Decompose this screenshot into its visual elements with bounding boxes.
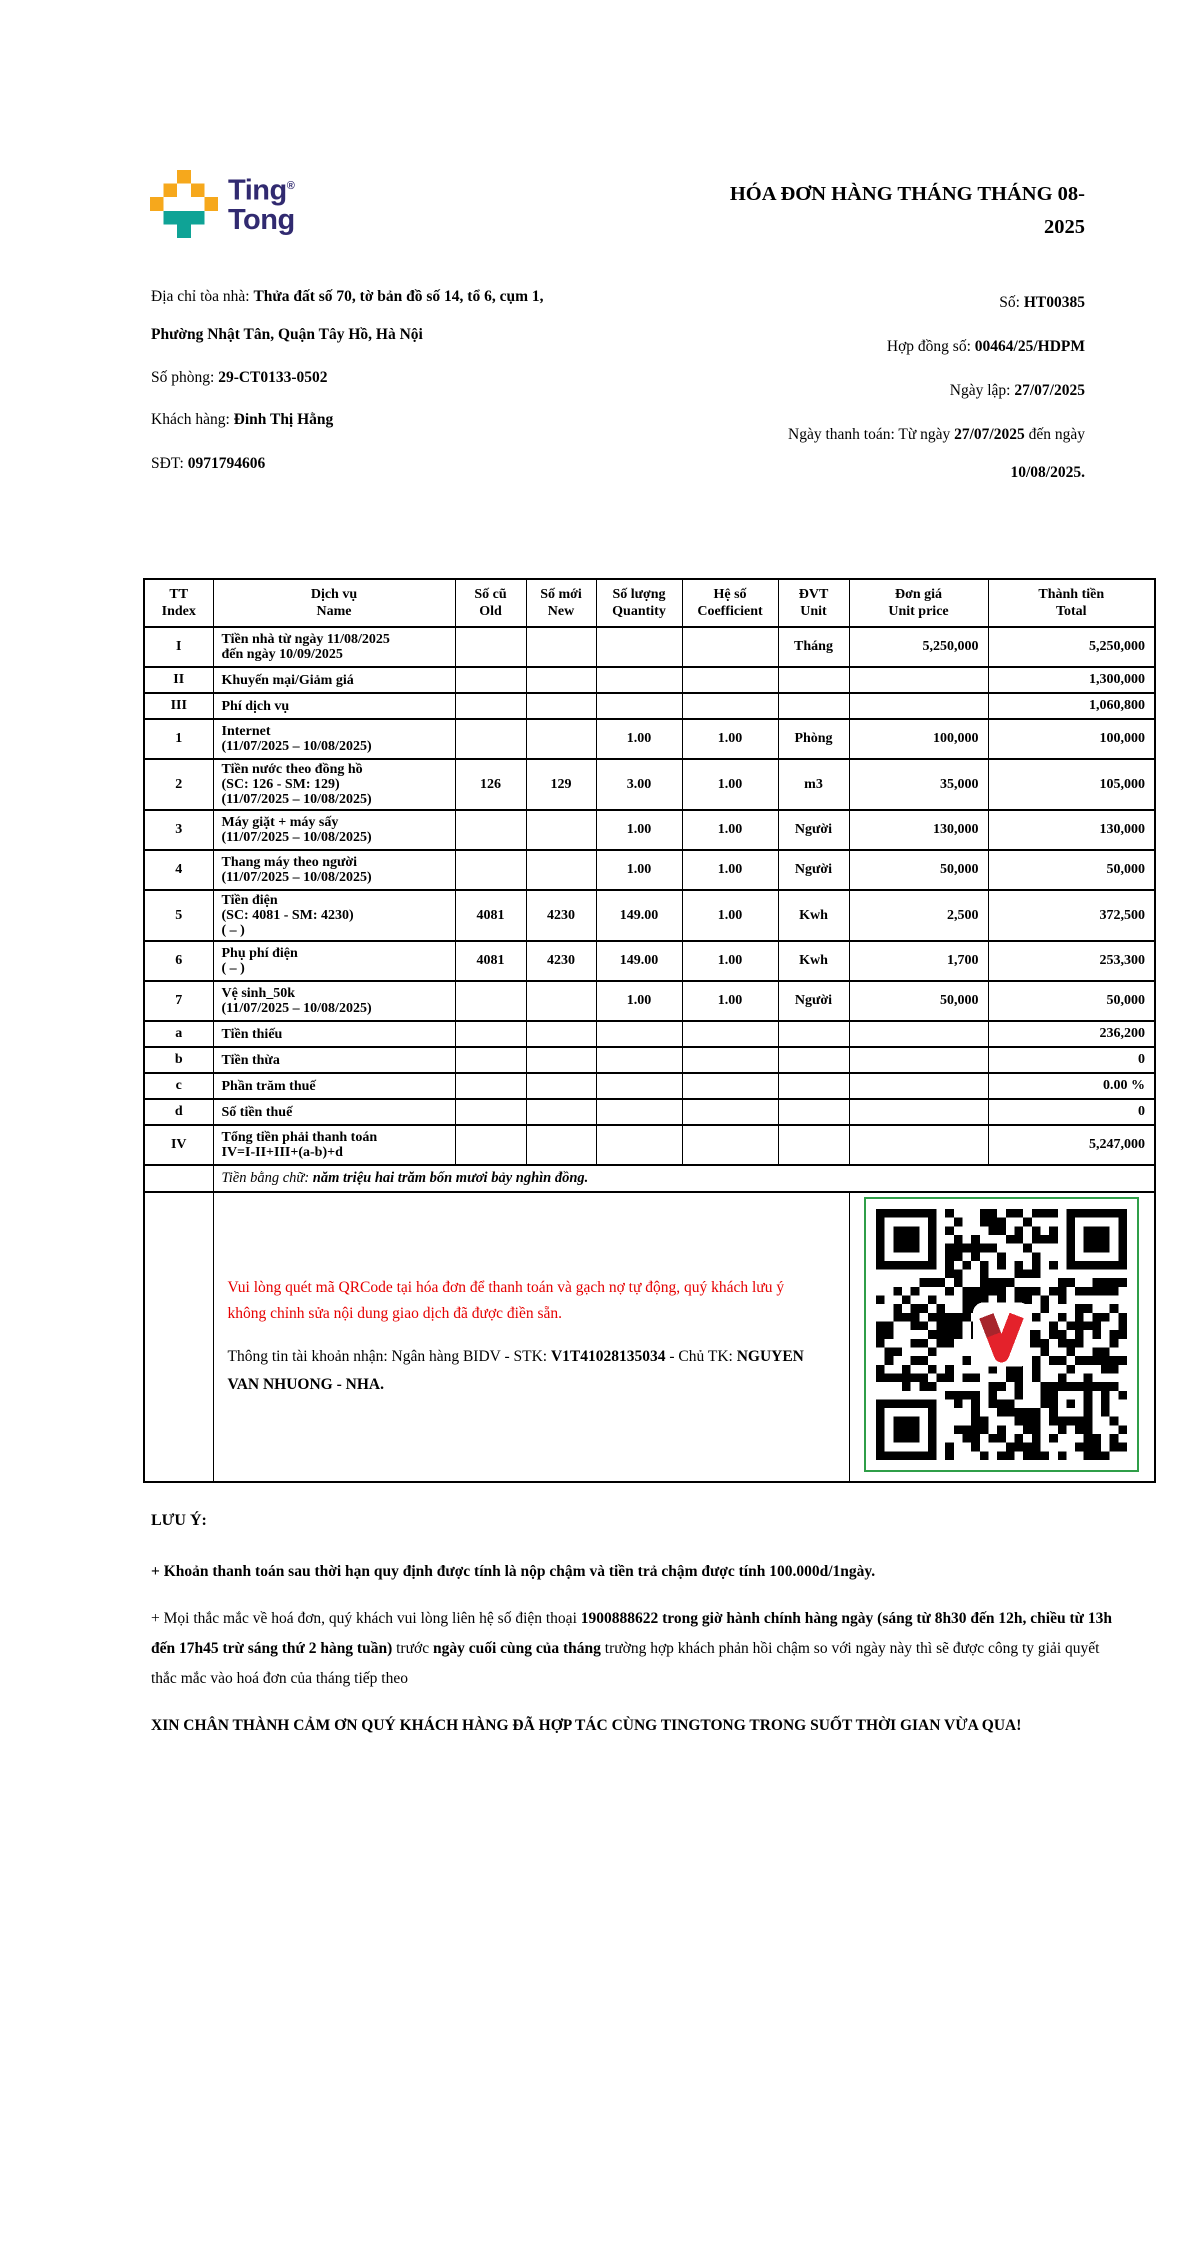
column-header-7: Đơn giá Unit price <box>849 579 988 627</box>
column-header-6: ĐVT Unit <box>778 579 849 627</box>
cell-service-name: Tiền nhà từ ngày 11/08/2025 đến ngày 10/09/2025 <box>213 627 455 667</box>
logo-word-tong: Tong <box>228 203 295 236</box>
cell-coefficient: 1.00 <box>682 759 778 810</box>
building-address-line1: Địa chỉ tòa nhà: Thửa đất số 70, tờ bản đồ số 14, tổ 6, cụm 1, <box>151 288 544 305</box>
cell-index: c <box>144 1073 213 1099</box>
cell-quantity: 149.00 <box>596 941 682 981</box>
cell-unit: Phòng <box>778 719 849 759</box>
cell-quantity: 3.00 <box>596 759 682 810</box>
cell-unit: Người <box>778 810 849 850</box>
cell-new-reading: 4230 <box>526 890 596 941</box>
cell-total: 50,000 <box>988 850 1155 890</box>
cell-old-reading: 4081 <box>455 890 526 941</box>
table-row-b <box>144 1047 1155 1073</box>
table-row-7 <box>144 981 1155 1021</box>
cell-new-reading: 129 <box>526 759 596 810</box>
cell-coefficient <box>682 1073 778 1099</box>
cell-unit-price: 50,000 <box>849 850 988 890</box>
cell-service-name: Thang máy theo người (11/07/2025 – 10/08/2025) <box>213 850 455 890</box>
charges-table <box>143 578 1156 1483</box>
column-header-1: Dịch vụ Name <box>213 579 455 627</box>
cell-unit-price: 35,000 <box>849 759 988 810</box>
cell-coefficient <box>682 667 778 693</box>
cell-coefficient <box>682 1021 778 1047</box>
room-number: Số phòng: 29-CT0133-0502 <box>151 369 328 386</box>
building-address-line2: Phường Nhật Tân, Quận Tây Hồ, Hà Nội <box>151 326 423 343</box>
cell-unit <box>778 1099 849 1125</box>
cell-unit: Tháng <box>778 627 849 667</box>
cell-old-reading <box>455 1125 526 1165</box>
cell-unit: Người <box>778 981 849 1021</box>
customer-name: Khách hàng: Đinh Thị Hằng <box>151 411 334 428</box>
column-header-8: Thành tiền Total <box>988 579 1155 627</box>
cell-unit: Người <box>778 850 849 890</box>
cell-unit-price <box>849 1125 988 1165</box>
payment-period-line1: Ngày thanh toán: Từ ngày 27/07/2025 đến ngày <box>788 426 1085 443</box>
issue-date: Ngày lập: 27/07/2025 <box>949 382 1085 399</box>
cell-quantity <box>596 627 682 667</box>
cell-new-reading <box>526 1125 596 1165</box>
cell-unit <box>778 1021 849 1047</box>
cell-unit: Kwh <box>778 890 849 941</box>
cell-service-name: Tiền thừa <box>213 1047 455 1073</box>
cell-index: b <box>144 1047 213 1073</box>
table-row-4 <box>144 850 1155 890</box>
cell-unit <box>778 693 849 719</box>
bank-account-info: Thông tin tài khoản nhận: Ngân hàng BIDV - STK: V1T41028135034 - Chủ TK: NGUYEN VAN NHUONG - NHA. <box>227 1348 804 1393</box>
cell-quantity <box>596 1047 682 1073</box>
cell-old-reading <box>455 1099 526 1125</box>
thank-you-note: XIN CHÂN THÀNH CẢM ƠN QUÝ KHÁCH HÀNG ĐÃ HỢP TÁC CÙNG TINGTONG TRONG SUỐT THỜI GIAN VỪA QUA! <box>151 1717 1022 1734</box>
cell-old-reading <box>455 1073 526 1099</box>
table-row-I <box>144 627 1155 667</box>
empty-index-cell <box>144 1192 213 1482</box>
cell-old-reading <box>455 810 526 850</box>
cell-service-name: Tiền điện (SC: 4081 - SM: 4230) ( – ) <box>213 890 455 941</box>
invoice-title-line1: HÓA ĐƠN HÀNG THÁNG THÁNG 08- <box>729 183 1085 205</box>
cell-new-reading: 4230 <box>526 941 596 981</box>
cell-new-reading <box>526 981 596 1021</box>
cell-total: 372,500 <box>988 890 1155 941</box>
cell-service-name: Số tiền thuế <box>213 1099 455 1125</box>
cell-total: 5,250,000 <box>988 627 1155 667</box>
cell-quantity <box>596 1021 682 1047</box>
cell-unit-price <box>849 1047 988 1073</box>
cell-service-name: Phần trăm thuế <box>213 1073 455 1099</box>
cell-old-reading <box>455 981 526 1021</box>
cell-service-name: Phí dịch vụ <box>213 693 455 719</box>
table-row-1 <box>144 719 1155 759</box>
notes-heading: LƯU Ý: <box>151 1512 207 1529</box>
payment-instructions <box>213 1192 849 1482</box>
cell-unit-price: 2,500 <box>849 890 988 941</box>
logo-word-ting: Ting <box>228 174 287 207</box>
cell-unit-price: 50,000 <box>849 981 988 1021</box>
cell-service-name: Tổng tiền phải thanh toán IV=I-II+III+(a-b)+d <box>213 1125 455 1165</box>
table-row-c <box>144 1073 1155 1099</box>
cell-old-reading <box>455 667 526 693</box>
cell-unit-price: 5,250,000 <box>849 627 988 667</box>
cell-quantity <box>596 1073 682 1099</box>
cell-quantity: 1.00 <box>596 981 682 1021</box>
notes-section <box>151 1506 1121 1741</box>
cell-unit <box>778 1073 849 1099</box>
qr-code-image <box>876 1209 1127 1460</box>
cell-unit: Kwh <box>778 941 849 981</box>
table-row-IV <box>144 1125 1155 1165</box>
empty-index-cell <box>144 1165 213 1192</box>
cell-unit-price: 130,000 <box>849 810 988 850</box>
cell-quantity <box>596 1099 682 1125</box>
cell-service-name: Máy giặt + máy sấy (11/07/2025 – 10/08/2025) <box>213 810 455 850</box>
cell-unit-price <box>849 1099 988 1125</box>
cell-index: 3 <box>144 810 213 850</box>
cell-quantity: 149.00 <box>596 890 682 941</box>
cell-coefficient <box>682 1125 778 1165</box>
cell-quantity: 1.00 <box>596 850 682 890</box>
registered-mark: ® <box>286 180 295 192</box>
cell-index: 2 <box>144 759 213 810</box>
cell-new-reading <box>526 667 596 693</box>
cell-old-reading <box>455 850 526 890</box>
cell-coefficient <box>682 1099 778 1125</box>
cell-service-name: Phụ phí điện ( – ) <box>213 941 455 981</box>
table-row-d <box>144 1099 1155 1125</box>
cell-unit: m3 <box>778 759 849 810</box>
cell-index: I <box>144 627 213 667</box>
cell-coefficient: 1.00 <box>682 981 778 1021</box>
cell-coefficient: 1.00 <box>682 810 778 850</box>
cell-quantity <box>596 693 682 719</box>
cell-new-reading <box>526 850 596 890</box>
cell-service-name: Khuyến mại/Giảm giá <box>213 667 455 693</box>
column-header-5: Hệ số Coefficient <box>682 579 778 627</box>
table-row-5 <box>144 890 1155 941</box>
cell-old-reading: 126 <box>455 759 526 810</box>
column-header-0: TT Index <box>144 579 213 627</box>
cell-unit-price <box>849 667 988 693</box>
table-row-3 <box>144 810 1155 850</box>
late-payment-note: + Khoản thanh toán sau thời hạn quy định được tính là nộp chậm và tiền trả chậm được tính 100.000d/1ngày. <box>151 1563 876 1580</box>
cell-coefficient: 1.00 <box>682 719 778 759</box>
column-header-4: Số lượng Quantity <box>596 579 682 627</box>
cell-service-name: Vệ sinh_50k (11/07/2025 – 10/08/2025) <box>213 981 455 1021</box>
cell-new-reading <box>526 1099 596 1125</box>
cell-total: 236,200 <box>988 1021 1155 1047</box>
cell-index: 4 <box>144 850 213 890</box>
table-row-2 <box>144 759 1155 810</box>
cell-index: 7 <box>144 981 213 1021</box>
cell-index: IV <box>144 1125 213 1165</box>
cell-index: III <box>144 693 213 719</box>
cell-new-reading <box>526 693 596 719</box>
tingtong-logo-icon <box>150 170 218 238</box>
cell-new-reading <box>526 1047 596 1073</box>
cell-old-reading <box>455 719 526 759</box>
cell-coefficient: 1.00 <box>682 850 778 890</box>
table-row-II <box>144 667 1155 693</box>
cell-total: 0 <box>988 1047 1155 1073</box>
table-header-row <box>144 579 1155 627</box>
cell-service-name: Tiền thiếu <box>213 1021 455 1047</box>
invoice-title-line2: 2025 <box>1044 216 1085 238</box>
cell-coefficient <box>682 1047 778 1073</box>
cell-unit <box>778 1125 849 1165</box>
cell-unit-price <box>849 1021 988 1047</box>
table-row-a <box>144 1021 1155 1047</box>
cell-total: 253,300 <box>988 941 1155 981</box>
cell-old-reading <box>455 1047 526 1073</box>
amount-in-words: Tiền bằng chữ: năm triệu hai trăm bốn mươi bảy nghìn đồng. <box>213 1165 1155 1192</box>
cell-old-reading <box>455 627 526 667</box>
cell-unit-price <box>849 1073 988 1099</box>
cell-total: 50,000 <box>988 981 1155 1021</box>
cell-index: II <box>144 667 213 693</box>
invoice-number: Số: HT00385 <box>999 294 1085 311</box>
cell-quantity <box>596 667 682 693</box>
cell-coefficient <box>682 627 778 667</box>
cell-total: 105,000 <box>988 759 1155 810</box>
company-logo <box>150 170 295 238</box>
payment-period-line2: 10/08/2025. <box>1010 464 1085 481</box>
cell-unit <box>778 667 849 693</box>
cell-new-reading <box>526 719 596 759</box>
cell-coefficient: 1.00 <box>682 941 778 981</box>
cell-total: 1,060,800 <box>988 693 1155 719</box>
cell-unit <box>778 1047 849 1073</box>
cell-total: 130,000 <box>988 810 1155 850</box>
qr-warning-text: Vui lòng quét mã QRCode tại hóa đơn để thanh toán và gạch nợ tự động, quý khách lưu ý không chỉnh sửa nội dung giao dịch đã được điền sẵn. <box>227 1279 785 1322</box>
cell-service-name: Tiền nước theo đồng hồ (SC: 126 - SM: 129) (11/07/2025 – 10/08/2025) <box>213 759 455 810</box>
cell-service-name: Internet (11/07/2025 – 10/08/2025) <box>213 719 455 759</box>
contract-number: Hợp đồng số: 00464/25/HDPM <box>886 338 1085 355</box>
cell-total: 0.00 % <box>988 1073 1155 1099</box>
cell-unit-price: 1,700 <box>849 941 988 981</box>
payment-qr-row <box>144 1192 1155 1482</box>
customer-phone: SĐT: 0971794606 <box>151 455 266 472</box>
column-header-3: Số mới New <box>526 579 596 627</box>
cell-index: 5 <box>144 890 213 941</box>
table-row-6 <box>144 941 1155 981</box>
cell-new-reading <box>526 1073 596 1099</box>
cell-total: 100,000 <box>988 719 1155 759</box>
cell-unit-price <box>849 693 988 719</box>
cell-new-reading <box>526 810 596 850</box>
invoice-title <box>525 178 1085 244</box>
qr-cell <box>849 1192 1155 1482</box>
cell-quantity: 1.00 <box>596 719 682 759</box>
column-header-2: Số cũ Old <box>455 579 526 627</box>
cell-old-reading <box>455 1021 526 1047</box>
cell-quantity <box>596 1125 682 1165</box>
cell-coefficient <box>682 693 778 719</box>
cell-index: 1 <box>144 719 213 759</box>
company-logo-text <box>228 172 295 235</box>
cell-index: a <box>144 1021 213 1047</box>
cell-new-reading <box>526 1021 596 1047</box>
cell-quantity: 1.00 <box>596 810 682 850</box>
cell-index: d <box>144 1099 213 1125</box>
cell-total: 0 <box>988 1099 1155 1125</box>
cell-total: 1,300,000 <box>988 667 1155 693</box>
table-row-III <box>144 693 1155 719</box>
qr-code <box>864 1197 1139 1472</box>
cell-coefficient: 1.00 <box>682 890 778 941</box>
cell-total: 5,247,000 <box>988 1125 1155 1165</box>
cell-old-reading <box>455 693 526 719</box>
cell-old-reading: 4081 <box>455 941 526 981</box>
cell-index: 6 <box>144 941 213 981</box>
contact-note: + Mọi thắc mắc về hoá đơn, quý khách vui lòng liên hệ số điện thoại 1900888622 trong giờ hành chính hàng ngày (sáng từ 8h30 đến 12h, chiều từ 13h đến 17h45 trừ sáng thứ 2 hàng tuần) trước ngày cuối cùng của tháng trường hợp khách phản hồi chậm so với ngày này thì sẽ được công ty giải quyết thắc mắc vào hoá đơn của tháng tiếp theo <box>151 1610 1112 1687</box>
cell-new-reading <box>526 627 596 667</box>
amount-in-words-row <box>144 1165 1155 1192</box>
cell-unit-price: 100,000 <box>849 719 988 759</box>
